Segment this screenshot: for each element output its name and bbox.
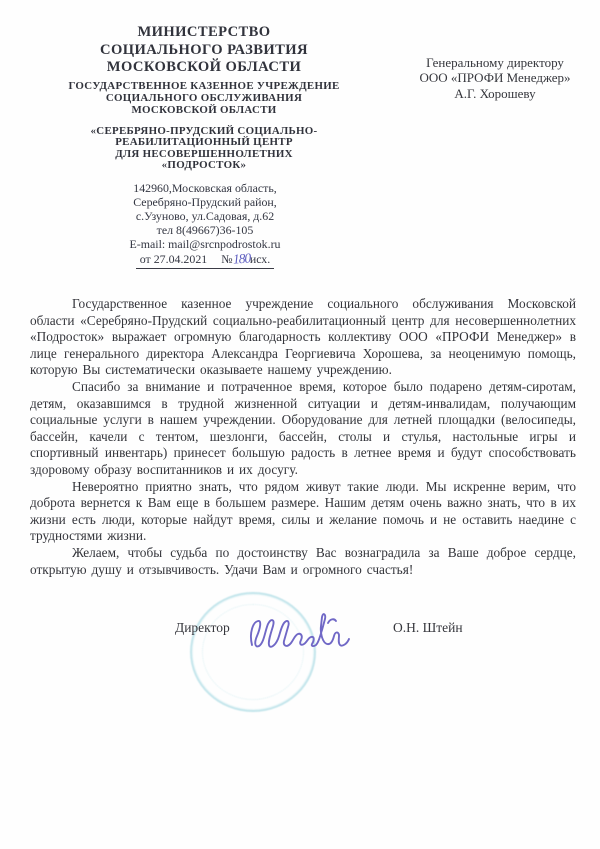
ref-line-wrap (55, 251, 355, 268)
center-name-line: «СЕРЕБРЯНО-ПРУДСКИЙ СОЦИАЛЬНО- (90, 124, 318, 137)
director-signature-ink (243, 600, 355, 658)
address-block (55, 181, 355, 269)
letter-body (30, 296, 576, 578)
recipient-block (398, 55, 592, 101)
handwritten-ref-number: 180 (232, 250, 251, 268)
ministry-line: МИНИСТЕРСТВО (137, 24, 271, 40)
recipient-line: Генеральному директору (426, 55, 564, 70)
institution-line: МОСКОВСКОЙ ОБЛАСТИ (131, 103, 277, 116)
paragraph: Желаем, чтобы судьба по достоинству Вас вознаградила за Ваше доброе сердце, открытую душу и отзывчивость. Удачи Вам и огромного счастья! (30, 544, 576, 577)
address-line: 142960,Московская область, (133, 181, 277, 195)
letterhead (28, 24, 380, 171)
director-title: Директор (175, 620, 230, 635)
email-line: E-mail: mail@srcnpodrostok.ru (129, 237, 281, 252)
address-line: Серебряно-Прудский район, (133, 195, 277, 210)
ministry-line: МОСКОВСКОЙ ОБЛАСТИ (106, 59, 302, 76)
address-line: с.Узуново, ул.Садовая, д.62 (135, 209, 275, 224)
director-name: О.Н. Штейн (393, 620, 463, 635)
institution-line: СОЦИАЛЬНОГО ОБСЛУЖИВАНИЯ (105, 91, 303, 104)
center-name-line: РЕАБИЛИТАЦИОННЫЙ ЦЕНТР (115, 136, 293, 149)
institution-name (28, 80, 380, 116)
paragraph: Спасибо за внимание и потраченное время, которое было подарено детям-сиротам, детям, оказавшимся в трудной жизненной ситуации и детям-инвалидам, получающим социальные услуги в нашем учреждении. Оборудование для летней площадки (велосипеды, бассейн, качели с тентом, шезлонги, бассейн, столы и стулья, настольные игры и спортивный инвентарь) принесет большую радость в летнее время и будут способствовать здоровому образу воспитанников и их досугу. (30, 378, 576, 477)
ref-number-sign: № (221, 252, 233, 267)
ref-suffix: исх. (249, 252, 271, 267)
recipient-line: А.Г. Хорошеву (454, 85, 536, 101)
ministry-line: СОЦИАЛЬНОГО РАЗВИТИЯ (100, 41, 308, 58)
ministry-name (28, 24, 380, 77)
phone-line: тел 8(49667)36-105 (156, 223, 254, 238)
center-name (28, 126, 380, 172)
paragraph: Государственное казенное учреждение социального обслуживания Московской области «Серебряно-Прудский социально-реабилитационный центр для несовершеннолетних «Подросток» выражает огромную благодарность коллективу ООО «ПРОФИ Менеджер» в лице генерального директора Александра Георгиевича Хорошева, за неоценимую помощь, которую Вы систематически оказываете нашему учреждению. (30, 296, 576, 378)
recipient-line: ООО «ПРОФИ Менеджер» (419, 70, 571, 86)
outgoing-ref-line (136, 252, 274, 268)
institution-line: ГОСУДАРСТВЕННОЕ КАЗЕННОЕ УЧРЕЖДЕНИЕ (68, 79, 340, 92)
ref-date: от 27.04.2021 (139, 252, 208, 267)
center-name-line: «ПОДРОСТОК» (161, 159, 247, 171)
paragraph: Невероятно приятно знать, что рядом живут такие люди. Мы искренне верим, что доброта вернется к Вам еще в большем размере. Нашим детям очень важно знать, что в их жизни есть люди, которые найдут время, силы и желание помочь и не оставить наедине с трудностями жизни. (30, 478, 576, 544)
center-name-line: ДЛЯ НЕСОВЕРШЕННОЛЕТНИХ (115, 147, 293, 160)
